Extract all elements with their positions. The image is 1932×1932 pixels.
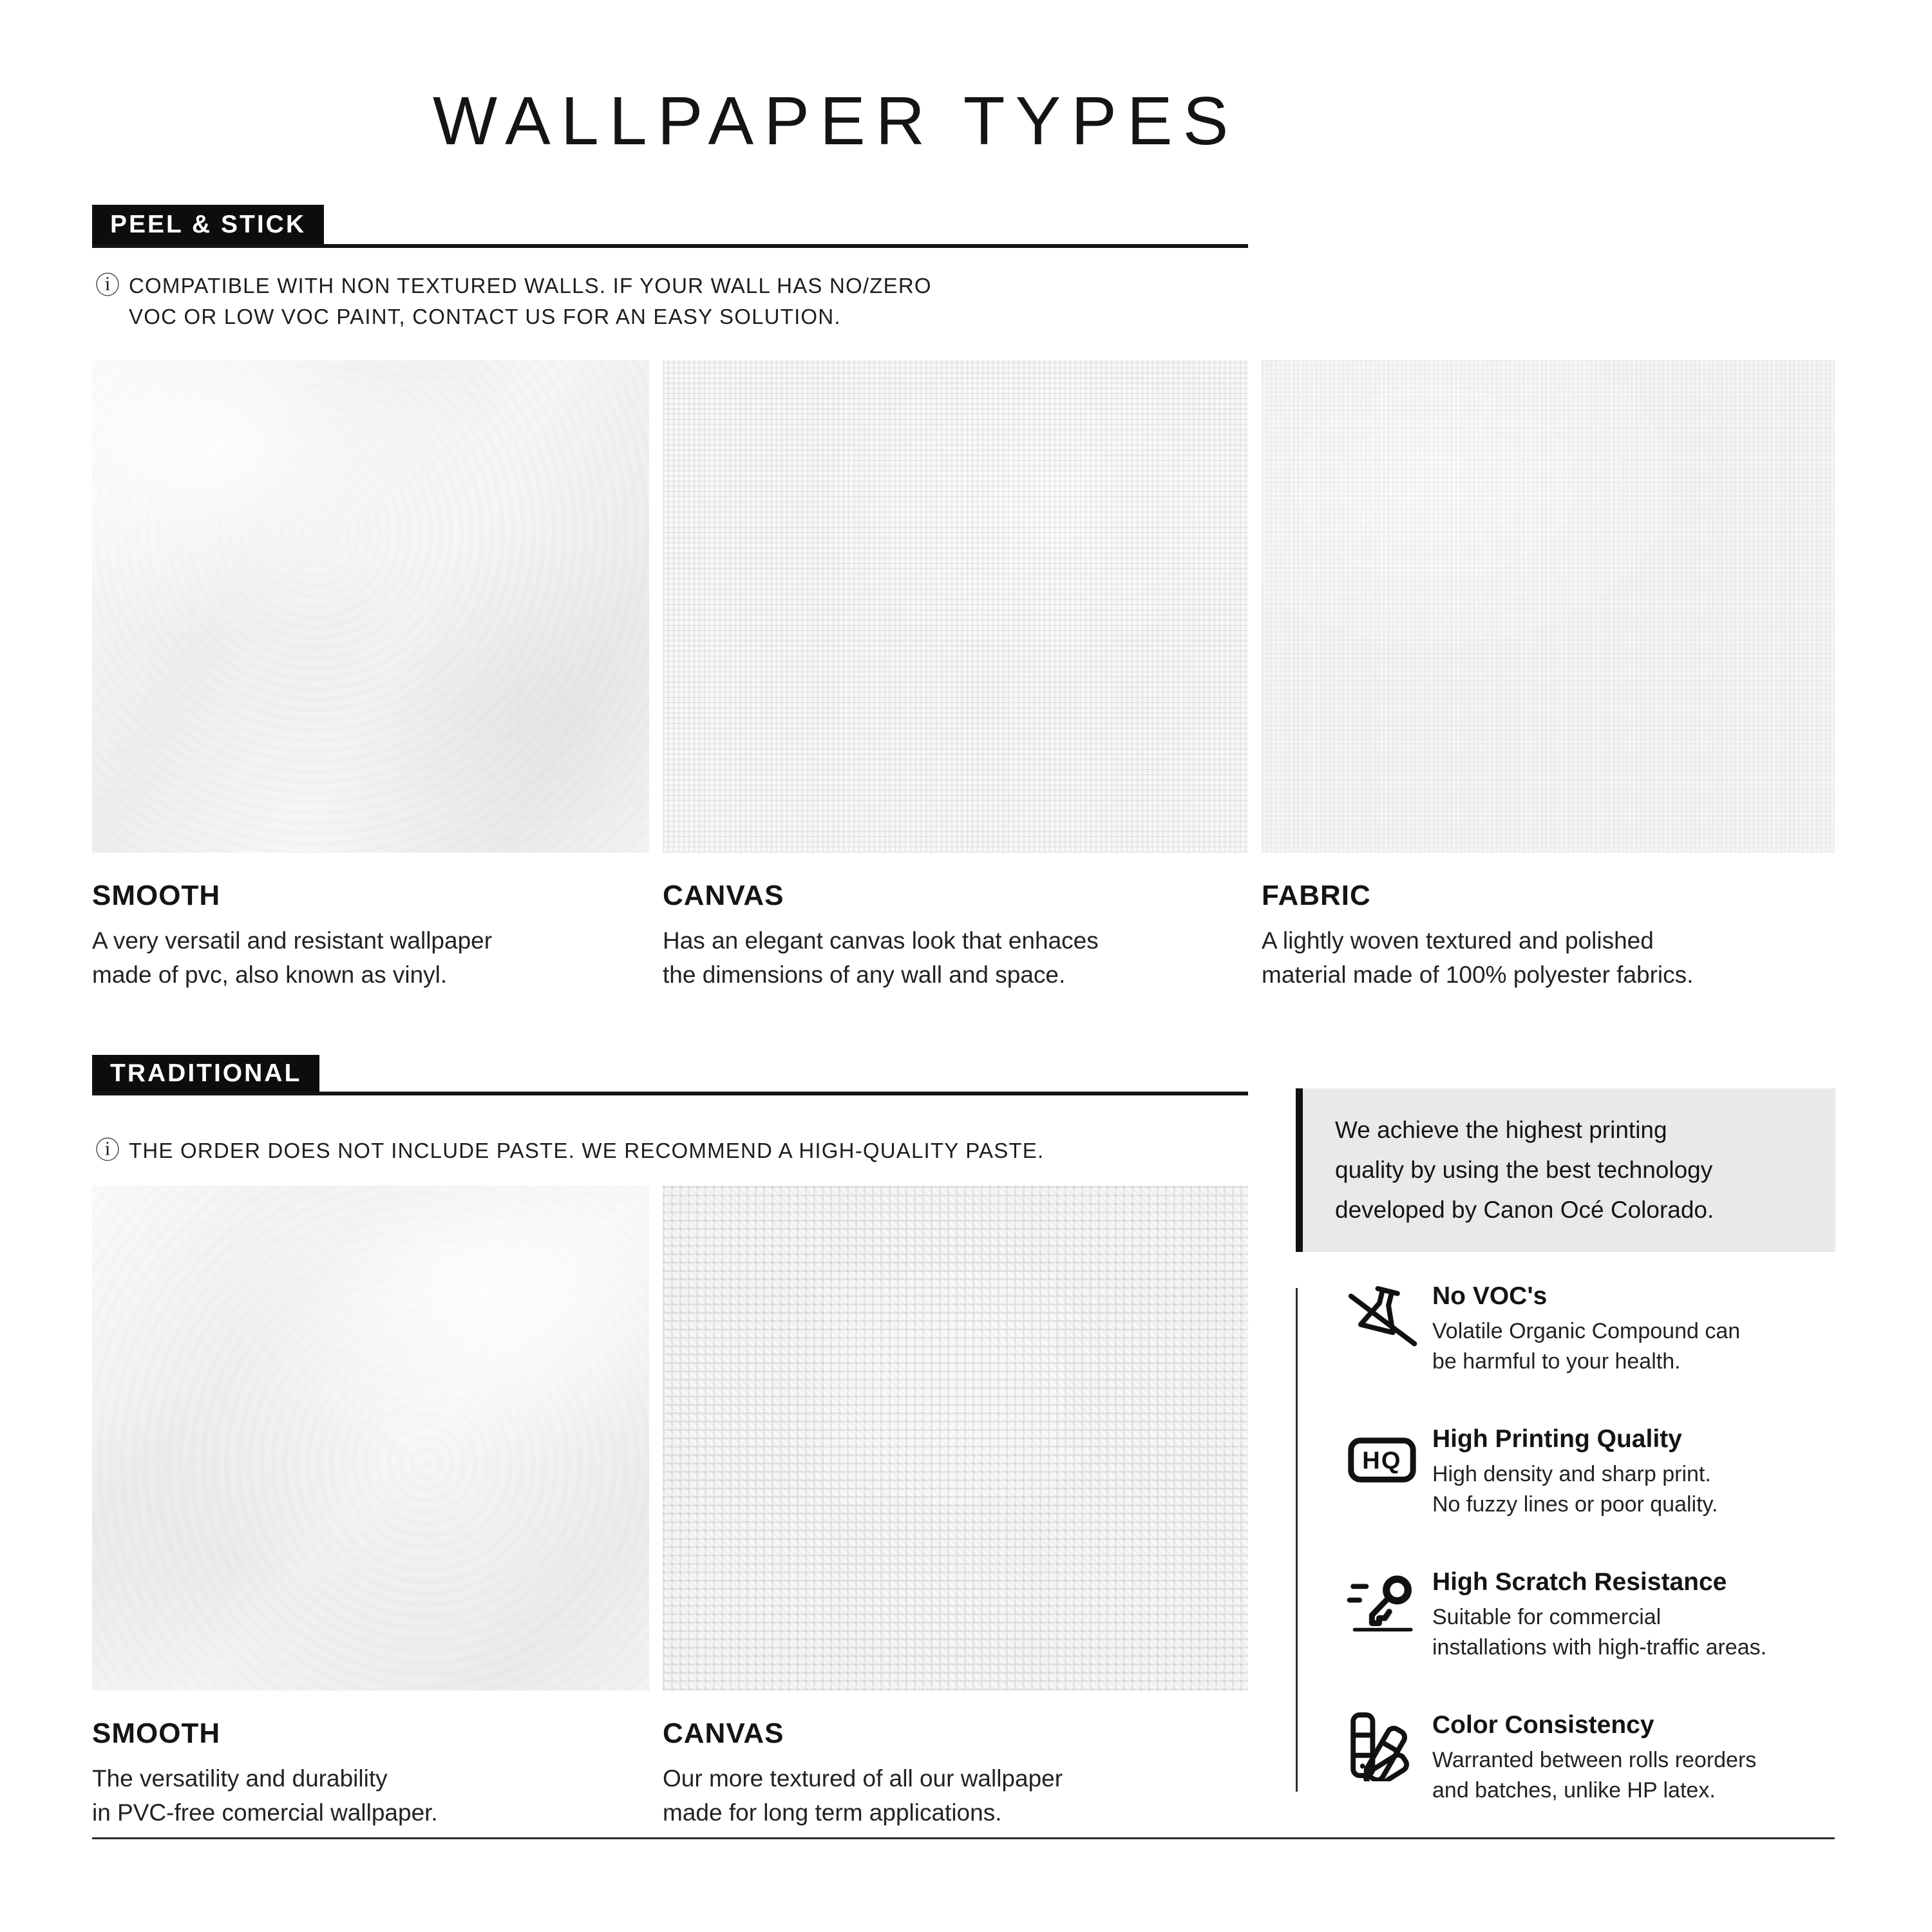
smooth-texture-image (92, 360, 649, 853)
feature-title: High Printing Quality (1432, 1425, 1682, 1453)
desc-line: Our more textured of all our wallpaper (663, 1765, 1063, 1792)
feature-color-consistency (1346, 1709, 1835, 1806)
note-line: COMPATIBLE WITH NON TEXTURED WALLS. IF YOUR WALL HAS NO/ZERO (129, 274, 932, 298)
swatch-name: SMOOTH (92, 880, 221, 911)
desc-line: made for long term applications. (663, 1799, 1002, 1826)
feature-title: No VOC's (1432, 1282, 1548, 1310)
feature-description (1432, 1602, 1766, 1663)
traditional-swatch-row (92, 1186, 1248, 1830)
info-icon: ⓘ (95, 272, 120, 299)
desc-line: material made of 100% polyester fabrics. (1262, 961, 1694, 988)
peel-stick-note (95, 270, 932, 332)
traditional-note-text: THE ORDER DOES NOT INCLUDE PASTE. WE RECOMMEND A HIGH-QUALITY PASTE. (129, 1139, 1045, 1162)
swatch-description (663, 923, 1248, 992)
info-icon: ⓘ (95, 1137, 120, 1164)
desc-line: High density and sharp print. (1432, 1462, 1711, 1486)
traditional-note (95, 1135, 1044, 1166)
smooth-texture-image (92, 1186, 649, 1690)
desc-line: Has an elegant canvas look that enhaces (663, 927, 1099, 954)
swatch-card-canvas (663, 360, 1248, 992)
callout-line: We achieve the highest printing (1335, 1117, 1667, 1143)
feature-description (1432, 1316, 1740, 1377)
peel-stick-note-text (129, 270, 932, 332)
desc-line: in PVC-free comercial wallpaper. (92, 1799, 438, 1826)
swatch-description (92, 1761, 649, 1830)
swatch-description (1262, 923, 1835, 992)
swatch-name: CANVAS (663, 880, 784, 911)
desc-line: No fuzzy lines or poor quality. (1432, 1492, 1718, 1517)
feature-text (1432, 1423, 1718, 1520)
desc-line: and batches, unlike HP latex. (1432, 1778, 1716, 1803)
desc-line: A very versatil and resistant wallpaper (92, 927, 493, 954)
desc-line: The versatility and durability (92, 1765, 388, 1792)
peel-stick-label: PEEL & STICK (92, 205, 324, 244)
feature-description (1432, 1745, 1756, 1806)
color-swatchbook-icon (1346, 1709, 1418, 1781)
feature-no-voc (1346, 1280, 1835, 1377)
key-scratch-icon (1346, 1566, 1418, 1638)
feature-list (1296, 1280, 1835, 1852)
desc-line: the dimensions of any wall and space. (663, 961, 1066, 988)
swatch-name: FABRIC (1262, 880, 1371, 911)
callout-line: quality by using the best technology (1335, 1157, 1713, 1183)
traditional-section-header (92, 1055, 1248, 1095)
swatch-description (663, 1761, 1248, 1830)
swatch-card-smooth (92, 1186, 649, 1830)
printing-quality-callout (1296, 1088, 1835, 1252)
swatch-description (92, 923, 649, 992)
no-voc-flask-icon (1346, 1280, 1418, 1352)
peel-stick-section-header (92, 205, 1248, 248)
canvas-texture-image (663, 360, 1248, 853)
feature-title: High Scratch Resistance (1432, 1568, 1727, 1596)
feature-text (1432, 1566, 1766, 1663)
peel-stick-swatch-row (92, 360, 1835, 992)
desc-line: A lightly woven textured and polished (1262, 927, 1654, 954)
feature-text (1432, 1709, 1756, 1806)
note-line: VOC OR LOW VOC PAINT, CONTACT US FOR AN EASY SOLUTION. (129, 305, 841, 328)
page-title: WALLPAPER TYPES (433, 83, 1239, 159)
bottom-divider (92, 1837, 1835, 1839)
swatch-name: SMOOTH (92, 1718, 221, 1749)
fabric-texture-image (1262, 360, 1835, 853)
traditional-label: TRADITIONAL (92, 1055, 319, 1092)
swatch-card-fabric (1262, 360, 1835, 992)
canvas-texture-image (663, 1186, 1248, 1690)
svg-text:HQ: HQ (1362, 1447, 1402, 1475)
vertical-divider (1296, 1288, 1298, 1792)
desc-line: Volatile Organic Compound can (1432, 1319, 1741, 1343)
feature-description (1432, 1459, 1718, 1520)
feature-title: Color Consistency (1432, 1711, 1654, 1739)
desc-line: be harmful to your health. (1432, 1349, 1681, 1374)
feature-high-scratch-resistance (1346, 1566, 1835, 1663)
swatch-card-smooth (92, 360, 649, 992)
swatch-card-canvas (663, 1186, 1248, 1830)
feature-high-printing-quality (1346, 1423, 1835, 1520)
hq-badge-icon (1346, 1423, 1418, 1495)
desc-line: Suitable for commercial (1432, 1605, 1662, 1629)
desc-line: installations with high-traffic areas. (1432, 1635, 1767, 1660)
desc-line: Warranted between rolls reorders (1432, 1748, 1757, 1772)
feature-text (1432, 1280, 1740, 1377)
callout-line: developed by Canon Océ Colorado. (1335, 1197, 1714, 1223)
desc-line: made of pvc, also known as vinyl. (92, 961, 448, 988)
swatch-name: CANVAS (663, 1718, 784, 1749)
